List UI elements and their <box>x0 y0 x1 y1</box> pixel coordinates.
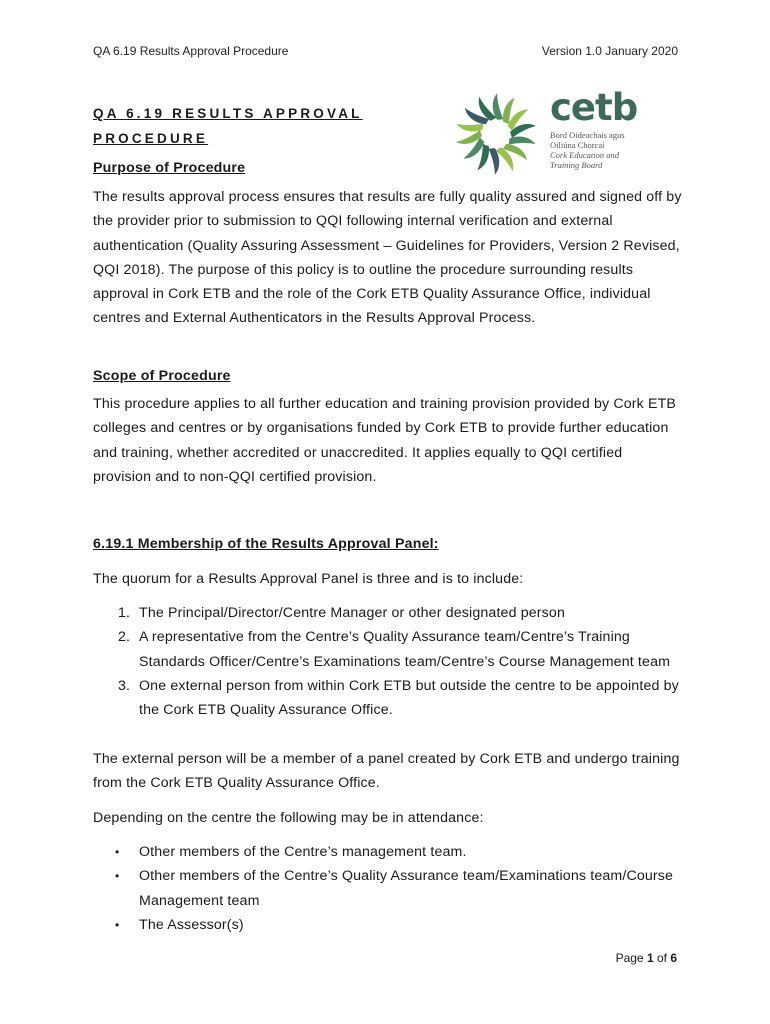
attendance-intro: Depending on the centre the following may be in attendance: <box>93 810 484 826</box>
list-item: 2. A representative from the Centre’s Quality Assurance team/Centre’s Training Standards Officer/Centre’s Examinations team/Centre’s Course Management team <box>118 629 671 670</box>
logo-sub-irish-1: Bord Oideachais agus <box>550 130 625 140</box>
running-header-version: Version 1.0 January 2020 <box>541 44 678 58</box>
logo-sub-english-1: Cork Education and <box>550 150 619 160</box>
running-header-title: QA 6.19 Results Approval Procedure <box>93 44 289 58</box>
swirl-blade <box>456 93 537 175</box>
title-line-1: QA 6.19 RESULTS APPROVAL <box>93 106 363 121</box>
cetb-swirl-icon <box>450 92 542 176</box>
cetb-logo <box>450 86 690 176</box>
logo-sub-english-2: Training Board <box>550 160 603 170</box>
purpose-paragraph: The results approval process ensures that results are fully quality assured and signed off by the provider prior to submission to QQI following internal verification and external authentication (Quality Assuring Assessment – Guidelines for Providers, Version 2 Revised, QQI 2018). The purpose of this policy is to outline the procedure surrounding results approval in Cork ETB and the role of the Cork ETB Quality Assurance Office, individual centres and External Authenticators in the Results Approval Process. <box>93 189 682 327</box>
title-line-2: PROCEDURE <box>93 131 209 146</box>
scope-heading: Scope of Procedure <box>93 368 231 384</box>
list-item: 1. The Principal/Director/Centre Manager or other designated person <box>118 605 565 621</box>
list-item: • The Assessor(s) <box>115 916 244 933</box>
external-person-paragraph: The external person will be a member of a panel created by Cork ETB and undergo training from the Cork ETB Quality Assurance Office. <box>93 751 680 792</box>
document-title <box>93 101 393 151</box>
list-item: • Other members of the Centre’s Quality Assurance team/Examinations team/Course Management team <box>115 868 674 909</box>
list-item: • Other members of the Centre’s management team. <box>115 844 467 860</box>
logo-subtitle <box>550 130 625 170</box>
purpose-heading: Purpose of Procedure <box>93 160 246 176</box>
quorum-list <box>93 601 683 722</box>
logo-wordmark: cetb <box>550 86 638 129</box>
list-item: 3. One external person from within Cork ETB but outside the centre to be appointed by the Cork ETB Quality Assurance Office. <box>118 677 679 719</box>
page-number: Page 1 of 6 <box>615 951 677 965</box>
attendance-list <box>93 840 683 937</box>
logo-sub-irish-2: Oiliúna Chorcaí <box>550 140 605 150</box>
quorum-intro: The quorum for a Results Approval Panel is three and is to include: <box>93 571 524 587</box>
scope-paragraph: This procedure applies to all further education and training provision provided by Cork ETB colleges and centres or by organisations funded by Cork ETB to provide further education and training, whether accredited or unaccredited. It applies equally to QQI certified provision and to non-QQI certified provision. <box>93 396 677 485</box>
membership-heading: 6.19.1 Membership of the Results Approval Panel: <box>93 536 439 552</box>
